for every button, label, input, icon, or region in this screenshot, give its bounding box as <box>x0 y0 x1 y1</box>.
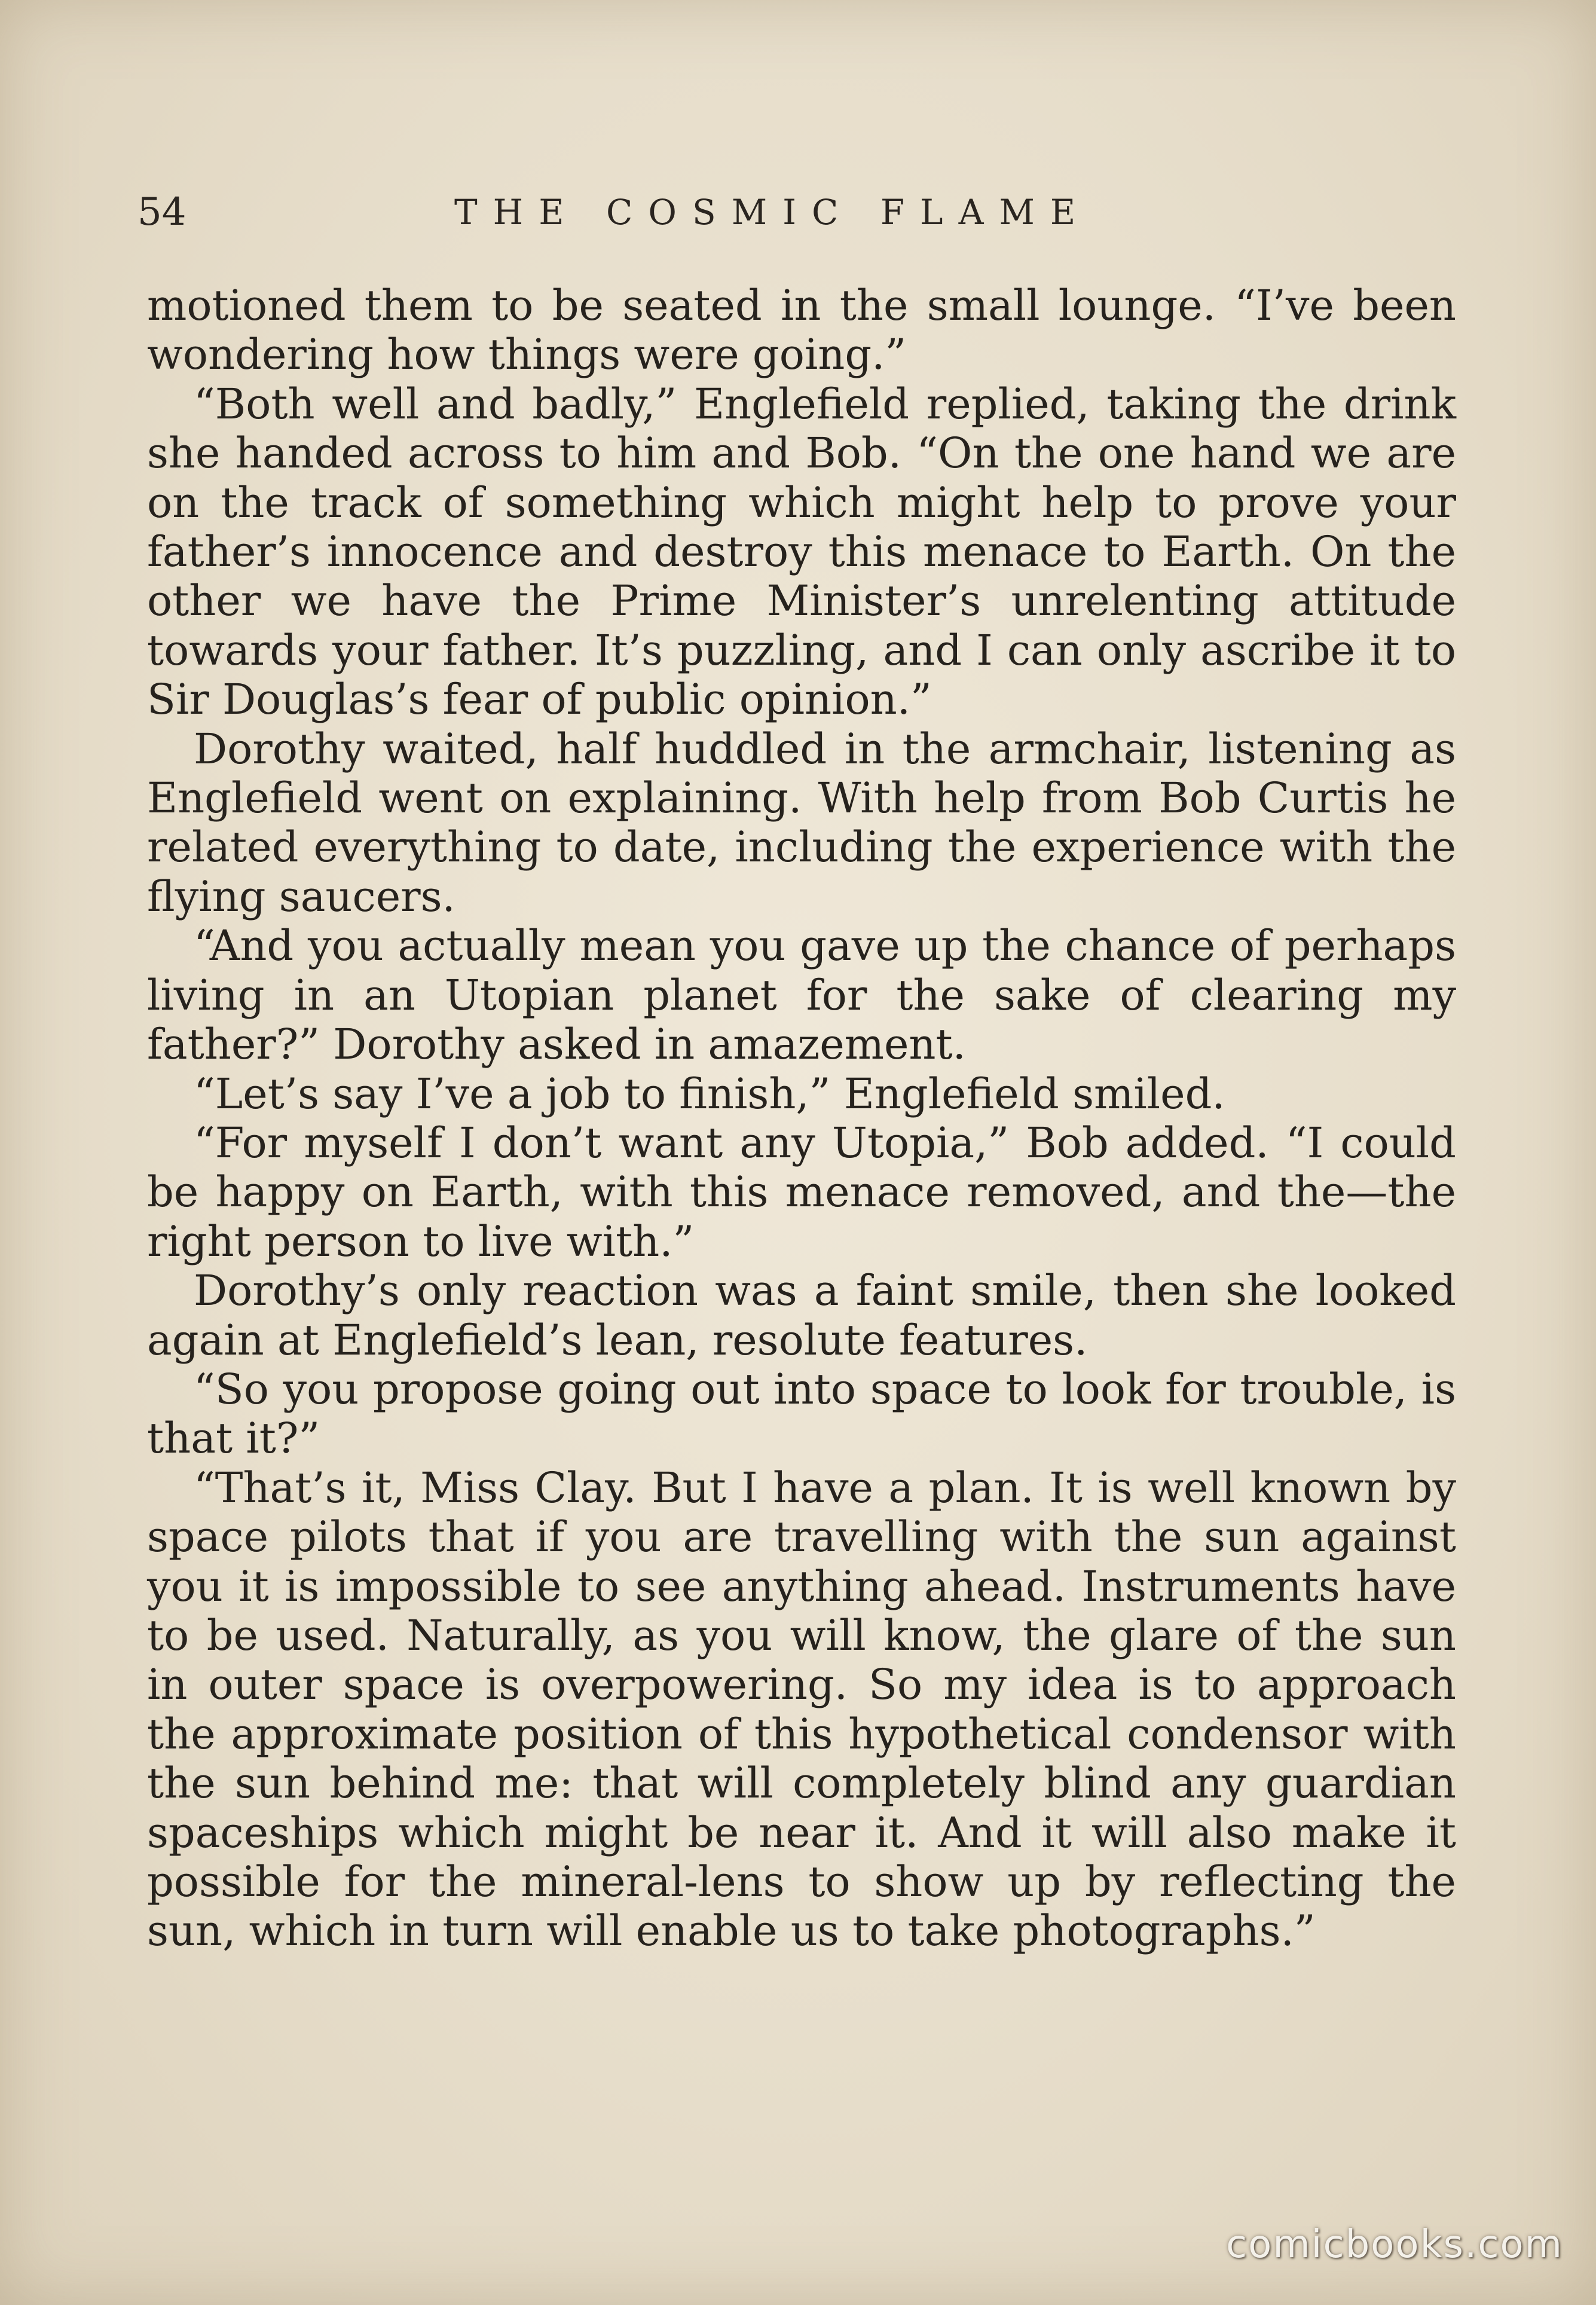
running-title: THE COSMIC FLAME <box>454 192 1091 233</box>
watermark: comicbooks.com <box>1225 2223 1563 2267</box>
paragraph-3: Dorothy waited, half huddled in the armchair, listening as Englefield went on explaining. With help from Bob Curtis he related everything to date, including the experience with the flying saucers. <box>147 724 1456 921</box>
paragraph-6: “For myself I don’t want any Utopia,” Bob added. “I could be happy on Earth, with this menace removed, and the—the right person to live with.” <box>147 1118 1456 1266</box>
body-text <box>147 281 1456 1956</box>
paragraph-9: “That’s it, Miss Clay. But I have a plan. It is well known by space pilots that if you are travelling with the sun against you it is impossible to see anything ahead. Instruments have to be used. Naturally, as you will know, the glare of the sun in outer space is overpowering. So my idea is to approach the approximate position of this hypothetical condensor with the sun behind me: that will completely blind any guardian spaceships which might be near it. And it will also make it possible for the mineral-lens to show up by reflecting the sun, which in turn will enable us to take photographs.” <box>147 1463 1456 1956</box>
paragraph-7: Dorothy’s only reaction was a faint smile, then she looked again at Englefield’s lean, resolute features. <box>147 1266 1456 1365</box>
page-number: 54 <box>137 190 186 234</box>
paragraph-2: “Both well and badly,” Englefield replied, taking the drink she handed across to him and Bob. “On the one hand we are on the track of something which might help to prove your father’s innocence and destroy this menace to Earth. On the other we have the Prime Minister’s unrelenting attitude towards your father. It’s puzzling, and I can only ascribe it to Sir Douglas’s fear of public opinion.” <box>147 379 1456 724</box>
paragraph-1: motioned them to be seated in the small lounge. “I’ve been wondering how things were going.” <box>147 281 1456 380</box>
paragraph-4: “And you actually mean you gave up the chance of perhaps living in an Utopian planet for the sake of clearing my father?” Dorothy asked in amazement. <box>147 921 1456 1069</box>
page-header <box>137 182 1166 242</box>
paragraph-8: “So you propose going out into space to look for trouble, is that it?” <box>147 1364 1456 1463</box>
paragraph-5: “Let’s say I’ve a job to finish,” Englefield smiled. <box>194 1069 1225 1118</box>
